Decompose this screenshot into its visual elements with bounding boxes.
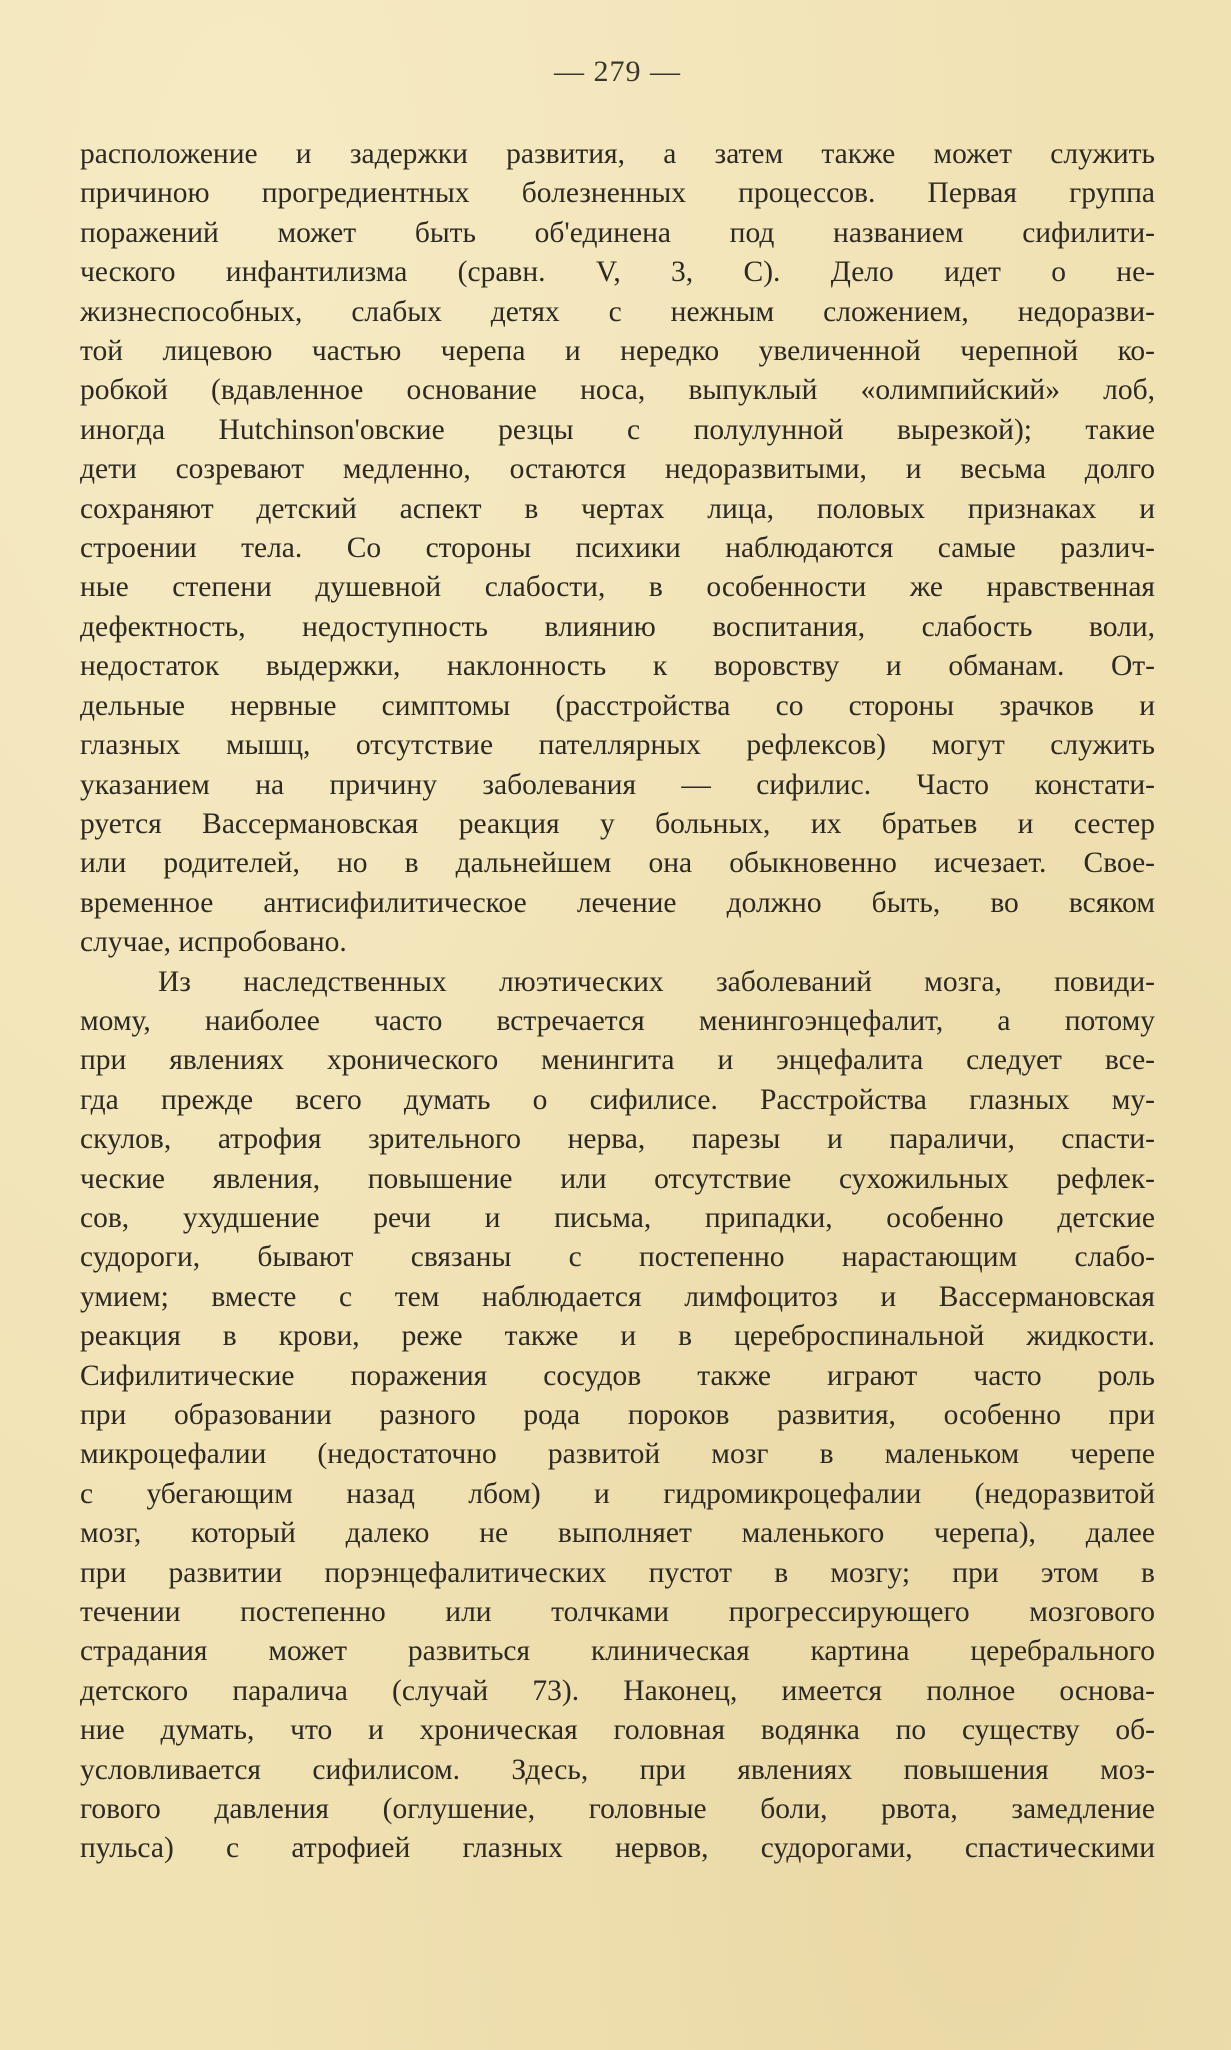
text-line: жизнеспособных, слабых детях с нежным сложением, недоразви- — [80, 295, 1155, 328]
paragraph-2 — [80, 963, 1155, 1869]
text-line: робкой (вдавленное основание носа, выпуклый «олимпийский» лоб, — [80, 374, 1155, 407]
text-line: при явлениях хронического менингита и энцефалита следует все- — [80, 1044, 1155, 1077]
text-line: при развитии порэнцефалитических пустот в мозгу; при этом в — [80, 1556, 1155, 1589]
book-page — [80, 55, 1155, 2015]
text-line: иногда Hutchinson'овские резцы с полулунной вырезкой); такие — [80, 413, 1155, 446]
text-line: глазных мышц, отсутствие пателлярных рефлексов) могут служить — [80, 729, 1155, 762]
paragraph-1 — [80, 135, 1155, 963]
text-line: случае, испробовано. — [80, 926, 347, 959]
text-line: гда прежде всего думать о сифилисе. Расстройства глазных му- — [80, 1083, 1155, 1116]
text-line: указанием на причину заболевания — сифилис. Часто констати- — [80, 768, 1155, 801]
text-line: скулов, атрофия зрительного нерва, парезы и параличи, спасти- — [80, 1123, 1155, 1156]
text-line: с убегающим назад лбом) и гидромикроцефалии (недоразвитой — [80, 1477, 1155, 1510]
text-line: дети созревают медленно, остаются недоразвитыми, и весьма долго — [80, 453, 1155, 486]
text-line: условливается сифилисом. Здесь, при явлениях повышения моз- — [80, 1753, 1155, 1786]
text-line: сохраняют детский аспект в чертах лица, половых признаках и — [80, 492, 1155, 525]
text-line: или родителей, но в дальнейшем она обыкновенно исчезает. Свое- — [80, 847, 1155, 880]
text-line: руется Вассермановская реакция у больных, их братьев и сестер — [80, 807, 1155, 840]
text-line: страдания может развиться клиническая картина церебрального — [80, 1635, 1155, 1668]
text-line: дефектность, недоступность влиянию воспитания, слабость воли, — [80, 610, 1155, 643]
text-line: строении тела. Со стороны психики наблюдаются самые различ- — [80, 532, 1155, 565]
text-line: ные степени душевной слабости, в особенности же нравственная — [80, 571, 1155, 604]
text-line: той лицевою частью черепа и нередко увеличенной черепной ко- — [80, 335, 1155, 368]
text-line: при образовании разного рода пороков развития, особенно при — [80, 1399, 1155, 1431]
text-line: микроцефалии (недостаточно развитой мозг в маленьком черепе — [80, 1438, 1155, 1471]
text-line: мому, наиболее часто встречается менингоэнцефалит, а потому — [80, 1004, 1155, 1037]
text-line: поражений может быть об'единена под названием сифилити- — [80, 216, 1155, 249]
text-line: мозг, который далеко не выполняет маленького черепа), далее — [80, 1517, 1155, 1550]
text-line: недостаток выдержки, наклонность к воровству и обманам. От- — [80, 650, 1155, 683]
text-line: ние думать, что и хроническая головная водянка по существу об- — [80, 1714, 1155, 1747]
text-line: судороги, бывают связаны с постепенно нарастающим слабо- — [80, 1241, 1155, 1274]
text-line: реакция в крови, реже также и в цереброспинальной жидкости. — [80, 1320, 1155, 1353]
page-number: — 279 — — [554, 55, 681, 88]
text-line: детского паралича (случай 73). Наконец, имеется полное основа- — [80, 1674, 1155, 1707]
text-line: ческого инфантилизма (сравн. V, 3, С). Дело идет о не- — [80, 256, 1155, 289]
text-line: временное антисифилитическое лечение должно быть, во всяком — [80, 886, 1155, 919]
text-line: течении постепенно или толчками прогрессирующего мозгового — [80, 1596, 1155, 1629]
text-line: гового давления (оглушение, головные боли, рвота, замедление — [80, 1793, 1155, 1826]
text-line: умием; вместе с тем наблюдается лимфоцитоз и Вассермановская — [80, 1280, 1155, 1313]
text-line: ческие явления, повышение или отсутствие сухожильных рефлек- — [80, 1162, 1155, 1195]
text-line: сов, ухудшение речи и письма, припадки, особенно детские — [80, 1201, 1155, 1234]
text-line: Из наследственных люэтических заболеваний мозга, повиди- — [158, 965, 1155, 998]
text-line: пульса) с атрофией глазных нервов, судорогами, спастическими — [80, 1832, 1155, 1865]
text-line: причиною прогредиентных болезненных процессов. Первая группа — [80, 177, 1155, 210]
body-text — [80, 135, 1155, 1869]
text-line: расположение и задержки развития, а затем также может служить — [80, 138, 1155, 170]
text-line: Сифилитические поражения сосудов также играют часто роль — [80, 1359, 1155, 1392]
text-line: дельные нервные симптомы (расстройства со стороны зрачков и — [80, 689, 1155, 722]
